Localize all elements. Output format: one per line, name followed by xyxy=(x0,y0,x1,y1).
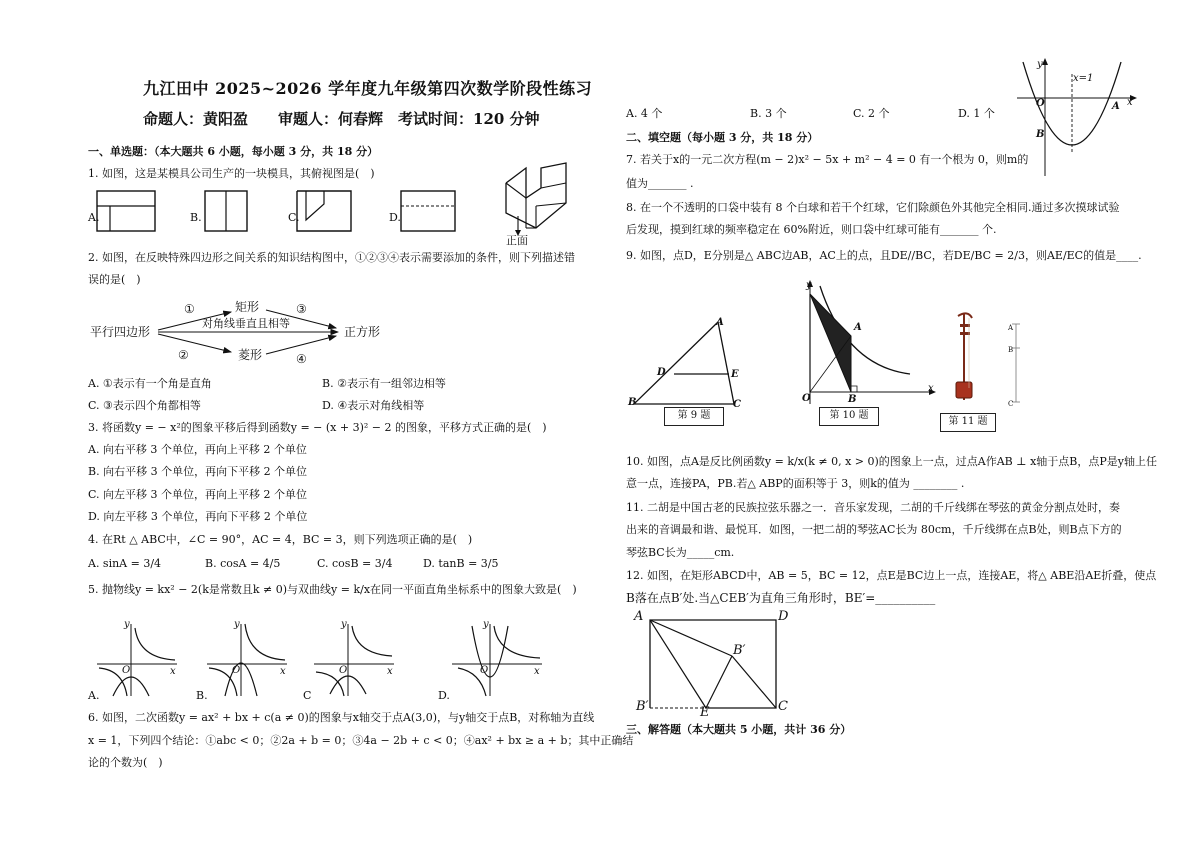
question-8-line2: 后发现，摸到红球的频率稳定在 60%附近，则口袋中红球可能有_______ 个. xyxy=(626,223,997,236)
fig9-label-b: B xyxy=(628,397,637,408)
q2-condition-3: ③ xyxy=(296,302,307,316)
fig9-label-d: D xyxy=(657,367,666,378)
question-5: 5. 抛物线y = kx² − 2(k是常数且k ≠ 0)与双曲线y = k/x在同一平面直角坐标系中的图象大致是( ) xyxy=(88,583,577,596)
question-11-line2: 出来的音调最和谐、最悦耳．如图，一把二胡的琴弦AC长为 80cm，千斤线绑在点B处，则B点下方的 xyxy=(626,523,1122,536)
question-9: 9. 如图，点D，E分别是△ ABC边AB，AC上的点，且DE//BC，若DE/BC = 2/3，则AE/EC的值是____. xyxy=(626,249,1142,262)
q6-point-b-label: B xyxy=(1036,129,1045,140)
q2-option-c: C. ③表示四个角都相等 xyxy=(88,399,201,412)
fig11-caption: 第 11 题 xyxy=(940,413,996,432)
fig9-label-a: A xyxy=(716,317,724,328)
q3-option-b: B. 向右平移 3 个单位，再向下平移 2 个单位 xyxy=(88,465,308,478)
q5-a-x-label: x xyxy=(170,666,176,677)
fig10-point-b-label: B xyxy=(848,394,857,405)
question-3: 3. 将函数y = − x²的图象平移后得到函数y = − (x + 3)² − 2 的图象，平移方式正确的是( ) xyxy=(88,421,547,434)
q5-graph-a xyxy=(95,618,180,698)
q1-front-label: 正面 xyxy=(506,234,528,247)
q4-option-c: C. cosB = 3/4 xyxy=(317,557,393,570)
q1-mould-3d-figure xyxy=(496,158,576,238)
question-10-line2: 意一点，连接PA，PB.若△ ABP的面积等于 3，则k的值为 ________ . xyxy=(626,477,965,490)
fig12-label-d: D xyxy=(778,609,789,624)
fig10-y-label: y xyxy=(806,280,812,291)
fig12-rectangle-fold xyxy=(634,609,796,716)
section-2-title: 二、填空题（每小题 3 分，共 18 分） xyxy=(626,131,819,144)
fig12-label-c: C xyxy=(778,699,788,714)
q2-node-rectangle: 矩形 xyxy=(235,300,260,314)
q1-option-d-label: D. xyxy=(389,211,401,224)
q2-node-rhombus: 菱形 xyxy=(238,348,263,362)
fig11-label-b: B xyxy=(1008,346,1014,354)
q5-d-y-label: y xyxy=(483,619,489,630)
q1-option-c-label: C. xyxy=(288,211,300,224)
question-10-line1: 10. 如图，点A是反比例函数y = k/x(k ≠ 0, x > 0)的图象上一点，过点A作AB ⊥ x轴于点B，点P是y轴上任 xyxy=(626,455,1158,468)
question-11-line1: 11. 二胡是中国古老的民族拉弦乐器之一．音乐家发现，二胡的千斤线绑在琴弦的黄金分割点处时，奏 xyxy=(626,501,1120,514)
question-6-line1: 6. 如图，二次函数y = ax² + bx + c(a ≠ 0)的图象与x轴交于点A(3,0)，与y轴交于点B，对称轴为直线 xyxy=(88,711,595,724)
question-12-line1: 12. 如图，在矩形ABCD中，AB = 5，BC = 12，点E是BC边上一点，连接AE，将△ ABE沿AE折叠，使点 xyxy=(626,569,1157,582)
question-11-line3: 琴弦BC长为_____cm. xyxy=(626,546,735,559)
q4-option-d: D. tanB = 3/5 xyxy=(423,557,499,570)
q3-option-a: A. 向右平移 3 个单位，再向上平移 2 个单位 xyxy=(88,443,307,456)
q2-option-b: B. ②表示有一组邻边相等 xyxy=(322,377,446,390)
q4-option-b: B. cosA = 4/5 xyxy=(205,557,281,570)
question-2-line1: 2. 如图，在反映特殊四边形之间关系的知识结构图中，①②③④表示需要添加的条件，则下列描述错 xyxy=(88,251,575,264)
q6-y-label: y xyxy=(1037,59,1043,70)
q1-option-a-figure xyxy=(96,190,156,232)
q5-graph-d xyxy=(450,618,545,698)
question-6-line3: 论的个数为( ) xyxy=(88,756,163,769)
q6-x-label: x xyxy=(1127,97,1133,108)
fig9-label-e: E xyxy=(731,369,739,380)
question-2-line2: 误的是( ) xyxy=(88,273,141,286)
q3-option-c: C. 向左平移 3 个单位，再向上平移 2 个单位 xyxy=(88,488,307,501)
q5-option-d: D. xyxy=(438,689,450,702)
question-7-line2: 值为_______ . xyxy=(626,177,694,190)
q5-c-y-label: y xyxy=(341,619,347,630)
q5-graph-c xyxy=(312,618,397,698)
q6-origin-label: O xyxy=(1036,98,1045,109)
q4-option-a: A. sinA = 3/4 xyxy=(88,557,162,570)
section-1-title: 一、单选题：（本大题共 6 小题，每小题 3 分，共 18 分） xyxy=(88,145,379,158)
q6-option-a: A. 4 个 xyxy=(626,107,663,120)
question-4: 4. 在Rt △ ABC中，∠C = 90°，AC = 4，BC = 3，则下列选项正确的是( ) xyxy=(88,533,473,546)
q5-a-y-label: y xyxy=(124,619,130,630)
fig10-caption: 第 10 题 xyxy=(819,407,879,426)
q6-symmetry-label: x=1 xyxy=(1073,73,1094,84)
fig10-x-label: x xyxy=(928,383,934,394)
q5-c-origin-label: O xyxy=(339,665,348,676)
q1-option-b-label: B. xyxy=(190,211,202,224)
fig11-label-c: C xyxy=(1008,400,1014,408)
q6-option-c: C. 2 个 xyxy=(853,107,890,120)
fig10-origin-label: O xyxy=(802,393,811,404)
q1-option-c-figure xyxy=(296,190,352,232)
q6-point-a-label: A xyxy=(1112,101,1120,112)
q2-condition-4: ④ xyxy=(296,352,307,366)
fig9-triangle xyxy=(628,318,748,412)
q6-option-d: D. 1 个 xyxy=(958,107,995,120)
q2-node-square: 正方形 xyxy=(344,325,381,339)
q1-option-d-figure xyxy=(400,190,456,232)
q5-c-x-label: x xyxy=(387,666,393,677)
q5-d-origin-label: O xyxy=(480,665,489,676)
q2-condition-2: ② xyxy=(178,348,189,362)
q2-option-d: D. ④表示对角线相等 xyxy=(322,399,425,412)
fig12-label-e: E xyxy=(700,705,710,720)
q5-a-origin-label: O xyxy=(122,665,131,676)
fig9-caption: 第 9 题 xyxy=(664,407,724,426)
question-8-line1: 8. 在一个不透明的口袋中装有 8 个白球和若干个红球，它们除颜色外其他完全相同.通过多次摸球试验 xyxy=(626,201,1120,214)
q2-condition-1: ① xyxy=(184,302,195,316)
q5-d-x-label: x xyxy=(534,666,540,677)
q1-option-b-figure xyxy=(204,190,248,232)
fig12-label-b: B′ xyxy=(636,699,649,714)
fig11-label-a: A xyxy=(1008,324,1014,332)
q5-option-b: B. xyxy=(196,689,208,702)
q1-option-a-label: A. xyxy=(88,211,100,224)
q5-b-y-label: y xyxy=(234,619,240,630)
q5-b-x-label: x xyxy=(280,666,286,677)
section-3-title: 三、解答题（本大题共 5 小题，共计 36 分） xyxy=(626,723,852,736)
q2-middle-condition: 对角线垂直且相等 xyxy=(202,317,290,330)
q6-option-b: B. 3 个 xyxy=(750,107,787,120)
fig10-inverse-graph xyxy=(798,278,938,408)
q5-graph-b xyxy=(205,618,290,698)
q2-node-parallelogram: 平行四边形 xyxy=(90,325,151,339)
question-7-line1: 7. 若关于x的一元二次方程(m − 2)x² − 5x + m² − 4 = 0 有一个根为 0，则m的 xyxy=(626,153,1029,166)
q3-option-d: D. 向左平移 3 个单位，再向下平移 2 个单位 xyxy=(88,510,308,523)
q2-option-a: A. ①表示有一个角是直角 xyxy=(88,377,212,390)
fig9-label-c: C xyxy=(733,399,741,410)
fig10-point-a-label: A xyxy=(854,322,862,333)
page-subtitle: 命题人：黄阳盈 审题人：何春辉 考试时间：120 分钟 xyxy=(143,110,540,128)
question-12-line2: B落在点B′处.当△CEB′为直角三角形时，BE′=__________ xyxy=(626,591,936,605)
page-title: 九江田中 2025~2026 学年度九年级第四次数学阶段性练习 xyxy=(143,79,593,98)
question-6-line2: x = 1，下列四个结论：①abc < 0；②2a + b = 0；③4a − 2b + c < 0；④ax² + bx ≥ a + b；其中正确结 xyxy=(88,734,634,747)
q5-option-a: A. xyxy=(88,689,100,702)
fig12-label-bprime: B′ xyxy=(733,643,746,658)
q5-b-origin-label: O xyxy=(232,665,241,676)
fig12-label-a: A xyxy=(634,609,644,624)
question-1: 1. 如图，这是某模具公司生产的一块模具，其俯视图是( ) xyxy=(88,167,375,180)
q5-option-c: C xyxy=(303,689,312,702)
